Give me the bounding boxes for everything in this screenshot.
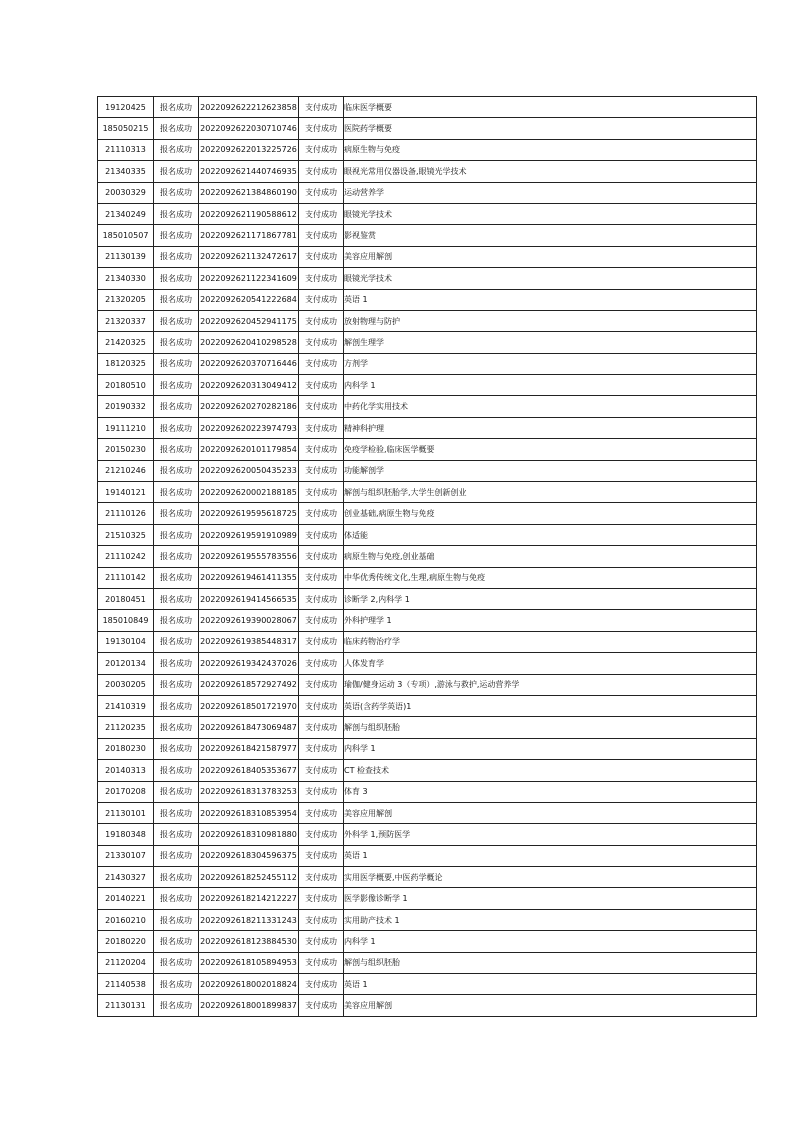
order-number-cell: 2022092621171867781 — [199, 225, 299, 246]
table-row — [98, 396, 757, 417]
table-row — [98, 567, 757, 588]
course-name-cell: 眼镜光学技术 — [344, 203, 757, 224]
registration-status-cell: 报名成功 — [154, 888, 199, 909]
registration-status-cell: 报名成功 — [154, 482, 199, 503]
registration-status-cell: 报名成功 — [154, 674, 199, 695]
student-id-cell: 19180348 — [98, 824, 154, 845]
course-name-cell: 精神科护理 — [344, 417, 757, 438]
table-row — [98, 952, 757, 973]
course-name-cell: 外科护理学 1 — [344, 610, 757, 631]
payment-status-cell: 支付成功 — [299, 182, 344, 203]
table-row — [98, 439, 757, 460]
course-name-cell: 中华优秀传统文化,生理,病原生物与免疫 — [344, 567, 757, 588]
order-number-cell: 2022092619342437026 — [199, 653, 299, 674]
order-number-cell: 2022092622013225726 — [199, 139, 299, 160]
order-number-cell: 2022092618421587977 — [199, 738, 299, 759]
student-id-cell: 20180451 — [98, 588, 154, 609]
student-id-cell: 21420325 — [98, 332, 154, 353]
course-name-cell: 中药化学实用技术 — [344, 396, 757, 417]
course-name-cell: 内科学 1 — [344, 375, 757, 396]
student-id-cell: 19120425 — [98, 97, 154, 118]
payment-status-cell: 支付成功 — [299, 460, 344, 481]
course-name-cell: 人体发育学 — [344, 653, 757, 674]
payment-status-cell: 支付成功 — [299, 781, 344, 802]
order-number-cell: 2022092621122341609 — [199, 268, 299, 289]
registration-status-cell: 报名成功 — [154, 995, 199, 1016]
table-row — [98, 760, 757, 781]
order-number-cell: 2022092619461411355 — [199, 567, 299, 588]
registration-status-cell: 报名成功 — [154, 974, 199, 995]
course-name-cell: 临床医学概要 — [344, 97, 757, 118]
student-id-cell: 21110126 — [98, 503, 154, 524]
order-number-cell: 2022092618214212227 — [199, 888, 299, 909]
registration-status-cell: 报名成功 — [154, 546, 199, 567]
table-row — [98, 674, 757, 695]
registration-status-cell: 报名成功 — [154, 310, 199, 331]
table-row — [98, 824, 757, 845]
order-number-cell: 2022092618002018824 — [199, 974, 299, 995]
registration-status-cell: 报名成功 — [154, 824, 199, 845]
table-row — [98, 139, 757, 160]
order-number-cell: 2022092620223974793 — [199, 417, 299, 438]
payment-status-cell: 支付成功 — [299, 161, 344, 182]
payment-status-cell: 支付成功 — [299, 802, 344, 823]
student-id-cell: 21510325 — [98, 524, 154, 545]
registration-status-cell: 报名成功 — [154, 161, 199, 182]
student-id-cell: 18120325 — [98, 353, 154, 374]
order-number-cell: 2022092619591910989 — [199, 524, 299, 545]
course-name-cell: 实用助产技术 1 — [344, 909, 757, 930]
order-number-cell: 2022092620452941175 — [199, 310, 299, 331]
payment-status-cell: 支付成功 — [299, 417, 344, 438]
payment-status-cell: 支付成功 — [299, 952, 344, 973]
student-id-cell: 185010849 — [98, 610, 154, 631]
table-row — [98, 246, 757, 267]
table-row — [98, 482, 757, 503]
payment-status-cell: 支付成功 — [299, 332, 344, 353]
order-number-cell: 2022092620410298528 — [199, 332, 299, 353]
registration-status-cell: 报名成功 — [154, 225, 199, 246]
registration-status-cell: 报名成功 — [154, 588, 199, 609]
payment-status-cell: 支付成功 — [299, 974, 344, 995]
student-id-cell: 19111210 — [98, 417, 154, 438]
table-row — [98, 588, 757, 609]
student-id-cell: 21320337 — [98, 310, 154, 331]
registration-status-cell: 报名成功 — [154, 845, 199, 866]
course-name-cell: 影视鉴赏 — [344, 225, 757, 246]
payment-status-cell: 支付成功 — [299, 439, 344, 460]
order-number-cell: 2022092618310981880 — [199, 824, 299, 845]
table-row — [98, 867, 757, 888]
payment-status-cell: 支付成功 — [299, 824, 344, 845]
student-id-cell: 21320205 — [98, 289, 154, 310]
course-name-cell: 体适能 — [344, 524, 757, 545]
registration-status-cell: 报名成功 — [154, 353, 199, 374]
order-number-cell: 2022092618310853954 — [199, 802, 299, 823]
registration-status-cell: 报名成功 — [154, 717, 199, 738]
payment-status-cell: 支付成功 — [299, 845, 344, 866]
course-name-cell: 英语 1 — [344, 845, 757, 866]
payment-status-cell: 支付成功 — [299, 631, 344, 652]
registration-status-cell: 报名成功 — [154, 417, 199, 438]
table-row — [98, 695, 757, 716]
registration-status-cell: 报名成功 — [154, 268, 199, 289]
table-row — [98, 375, 757, 396]
payment-status-cell: 支付成功 — [299, 353, 344, 374]
student-id-cell: 21130139 — [98, 246, 154, 267]
order-number-cell: 2022092620050435233 — [199, 460, 299, 481]
course-name-cell: 瑜伽/健身运动 3（专项）,游泳与救护,运动营养学 — [344, 674, 757, 695]
payment-status-cell: 支付成功 — [299, 118, 344, 139]
course-name-cell: 医学影像诊断学 1 — [344, 888, 757, 909]
student-id-cell: 21430327 — [98, 867, 154, 888]
course-name-cell: 美容应用解剖 — [344, 995, 757, 1016]
order-number-cell: 2022092620101179854 — [199, 439, 299, 460]
order-number-cell: 2022092621190588612 — [199, 203, 299, 224]
student-id-cell: 20170208 — [98, 781, 154, 802]
table-row — [98, 738, 757, 759]
payment-status-cell: 支付成功 — [299, 524, 344, 545]
student-id-cell: 19140121 — [98, 482, 154, 503]
registration-status-cell: 报名成功 — [154, 738, 199, 759]
course-name-cell: 美容应用解剖 — [344, 802, 757, 823]
order-number-cell: 2022092620002188185 — [199, 482, 299, 503]
payment-status-cell: 支付成功 — [299, 867, 344, 888]
table-row — [98, 781, 757, 802]
course-name-cell: 方剂学 — [344, 353, 757, 374]
student-id-cell: 21130101 — [98, 802, 154, 823]
registration-status-cell: 报名成功 — [154, 439, 199, 460]
registration-status-cell: 报名成功 — [154, 631, 199, 652]
table-row — [98, 974, 757, 995]
payment-status-cell: 支付成功 — [299, 567, 344, 588]
registration-status-cell: 报名成功 — [154, 781, 199, 802]
registration-table — [97, 96, 757, 1017]
course-name-cell: 解剖与组织胚胎 — [344, 952, 757, 973]
order-number-cell: 2022092621132472617 — [199, 246, 299, 267]
payment-status-cell: 支付成功 — [299, 225, 344, 246]
student-id-cell: 21110242 — [98, 546, 154, 567]
course-name-cell: 美容应用解剖 — [344, 246, 757, 267]
student-id-cell: 20140313 — [98, 760, 154, 781]
registration-status-cell: 报名成功 — [154, 610, 199, 631]
table-row — [98, 289, 757, 310]
course-name-cell: 解剖与组织胚胎学,大学生创新创业 — [344, 482, 757, 503]
registration-status-cell: 报名成功 — [154, 867, 199, 888]
student-id-cell: 20180510 — [98, 375, 154, 396]
table-row — [98, 203, 757, 224]
table-row — [98, 546, 757, 567]
student-id-cell: 21110142 — [98, 567, 154, 588]
registration-status-cell: 报名成功 — [154, 246, 199, 267]
student-id-cell: 21120235 — [98, 717, 154, 738]
payment-status-cell: 支付成功 — [299, 203, 344, 224]
registration-status-cell: 报名成功 — [154, 139, 199, 160]
table-row — [98, 802, 757, 823]
payment-status-cell: 支付成功 — [299, 610, 344, 631]
table-row — [98, 161, 757, 182]
course-name-cell: 医院药学概要 — [344, 118, 757, 139]
student-id-cell: 21130131 — [98, 995, 154, 1016]
student-id-cell: 20160210 — [98, 909, 154, 930]
order-number-cell: 2022092620270282186 — [199, 396, 299, 417]
table-body — [98, 97, 757, 1017]
payment-status-cell: 支付成功 — [299, 546, 344, 567]
student-id-cell: 19130104 — [98, 631, 154, 652]
payment-status-cell: 支付成功 — [299, 139, 344, 160]
registration-status-cell: 报名成功 — [154, 802, 199, 823]
table-row — [98, 888, 757, 909]
table-row — [98, 417, 757, 438]
registration-status-cell: 报名成功 — [154, 332, 199, 353]
order-number-cell: 2022092620370716446 — [199, 353, 299, 374]
course-name-cell: 诊断学 2,内科学 1 — [344, 588, 757, 609]
payment-status-cell: 支付成功 — [299, 396, 344, 417]
student-id-cell: 21110313 — [98, 139, 154, 160]
order-number-cell: 2022092618405353677 — [199, 760, 299, 781]
table-row — [98, 332, 757, 353]
payment-status-cell: 支付成功 — [299, 674, 344, 695]
registration-status-cell: 报名成功 — [154, 503, 199, 524]
table-row — [98, 931, 757, 952]
student-id-cell: 21210246 — [98, 460, 154, 481]
registration-status-cell: 报名成功 — [154, 567, 199, 588]
registration-status-cell: 报名成功 — [154, 118, 199, 139]
table-row — [98, 653, 757, 674]
student-id-cell: 21340249 — [98, 203, 154, 224]
course-name-cell: 英语 1 — [344, 289, 757, 310]
course-name-cell: 眼视光常用仪器设备,眼镜光学技术 — [344, 161, 757, 182]
payment-status-cell: 支付成功 — [299, 995, 344, 1016]
table-row — [98, 631, 757, 652]
student-id-cell: 20120134 — [98, 653, 154, 674]
order-number-cell: 2022092619385448317 — [199, 631, 299, 652]
registration-status-cell: 报名成功 — [154, 203, 199, 224]
course-name-cell: 功能解剖学 — [344, 460, 757, 481]
table-row — [98, 118, 757, 139]
payment-status-cell: 支付成功 — [299, 695, 344, 716]
student-id-cell: 20030205 — [98, 674, 154, 695]
course-name-cell: 内科学 1 — [344, 738, 757, 759]
course-name-cell: 实用医学概要,中医药学概论 — [344, 867, 757, 888]
course-name-cell: 临床药物治疗学 — [344, 631, 757, 652]
table-row — [98, 503, 757, 524]
student-id-cell: 21340330 — [98, 268, 154, 289]
order-number-cell: 2022092618572927492 — [199, 674, 299, 695]
order-number-cell: 2022092622030710746 — [199, 118, 299, 139]
payment-status-cell: 支付成功 — [299, 310, 344, 331]
order-number-cell: 2022092620313049412 — [199, 375, 299, 396]
order-number-cell: 2022092618105894953 — [199, 952, 299, 973]
course-name-cell: 内科学 1 — [344, 931, 757, 952]
registration-status-cell: 报名成功 — [154, 375, 199, 396]
student-id-cell: 21140538 — [98, 974, 154, 995]
student-id-cell: 20180220 — [98, 931, 154, 952]
payment-status-cell: 支付成功 — [299, 375, 344, 396]
payment-status-cell: 支付成功 — [299, 588, 344, 609]
student-id-cell: 185010507 — [98, 225, 154, 246]
order-number-cell: 2022092618211331243 — [199, 909, 299, 930]
order-number-cell: 2022092620541222684 — [199, 289, 299, 310]
student-id-cell: 21120204 — [98, 952, 154, 973]
registration-status-cell: 报名成功 — [154, 289, 199, 310]
payment-status-cell: 支付成功 — [299, 246, 344, 267]
student-id-cell: 20030329 — [98, 182, 154, 203]
course-name-cell: 病原生物与免疫,创业基础 — [344, 546, 757, 567]
order-number-cell: 2022092618001899837 — [199, 995, 299, 1016]
student-id-cell: 21330107 — [98, 845, 154, 866]
course-name-cell: 解剖生理学 — [344, 332, 757, 353]
table-row — [98, 460, 757, 481]
student-id-cell: 21410319 — [98, 695, 154, 716]
order-number-cell: 2022092618123884530 — [199, 931, 299, 952]
payment-status-cell: 支付成功 — [299, 289, 344, 310]
registration-status-cell: 报名成功 — [154, 396, 199, 417]
course-name-cell: 外科学 1,预防医学 — [344, 824, 757, 845]
payment-status-cell: 支付成功 — [299, 909, 344, 930]
registration-status-cell: 报名成功 — [154, 460, 199, 481]
order-number-cell: 2022092621440746935 — [199, 161, 299, 182]
student-id-cell: 20190332 — [98, 396, 154, 417]
registration-status-cell: 报名成功 — [154, 952, 199, 973]
registration-status-cell: 报名成功 — [154, 760, 199, 781]
table-row — [98, 845, 757, 866]
table-row — [98, 995, 757, 1016]
payment-status-cell: 支付成功 — [299, 738, 344, 759]
course-name-cell: 病原生物与免疫 — [344, 139, 757, 160]
table-row — [98, 353, 757, 374]
course-name-cell: CT 检查技术 — [344, 760, 757, 781]
order-number-cell: 2022092621384860190 — [199, 182, 299, 203]
payment-status-cell: 支付成功 — [299, 717, 344, 738]
table-row — [98, 268, 757, 289]
order-number-cell: 2022092619555783556 — [199, 546, 299, 567]
order-number-cell: 2022092622212623858 — [199, 97, 299, 118]
table-row — [98, 182, 757, 203]
registration-status-cell: 报名成功 — [154, 182, 199, 203]
order-number-cell: 2022092618473069487 — [199, 717, 299, 738]
payment-status-cell: 支付成功 — [299, 482, 344, 503]
course-name-cell: 体育 3 — [344, 781, 757, 802]
registration-status-cell: 报名成功 — [154, 524, 199, 545]
payment-status-cell: 支付成功 — [299, 268, 344, 289]
table-row — [98, 909, 757, 930]
order-number-cell: 2022092619390028067 — [199, 610, 299, 631]
course-name-cell: 免疫学检验,临床医学概要 — [344, 439, 757, 460]
payment-status-cell: 支付成功 — [299, 888, 344, 909]
table-row — [98, 524, 757, 545]
registration-status-cell: 报名成功 — [154, 909, 199, 930]
order-number-cell: 2022092618501721970 — [199, 695, 299, 716]
order-number-cell: 2022092618252455112 — [199, 867, 299, 888]
table-row — [98, 717, 757, 738]
course-name-cell: 眼镜光学技术 — [344, 268, 757, 289]
course-name-cell: 放射物理与防护 — [344, 310, 757, 331]
table-row — [98, 97, 757, 118]
table-row — [98, 310, 757, 331]
payment-status-cell: 支付成功 — [299, 760, 344, 781]
order-number-cell: 2022092619414566535 — [199, 588, 299, 609]
table-row — [98, 610, 757, 631]
order-number-cell: 2022092618304596375 — [199, 845, 299, 866]
table-row — [98, 225, 757, 246]
course-name-cell: 运动营养学 — [344, 182, 757, 203]
course-name-cell: 英语 1 — [344, 974, 757, 995]
payment-status-cell: 支付成功 — [299, 653, 344, 674]
registration-status-cell: 报名成功 — [154, 97, 199, 118]
order-number-cell: 2022092618313783253 — [199, 781, 299, 802]
registration-status-cell: 报名成功 — [154, 931, 199, 952]
course-name-cell: 创业基础,病原生物与免疫 — [344, 503, 757, 524]
student-id-cell: 20150230 — [98, 439, 154, 460]
course-name-cell: 解剖与组织胚胎 — [344, 717, 757, 738]
registration-status-cell: 报名成功 — [154, 653, 199, 674]
student-id-cell: 185050215 — [98, 118, 154, 139]
student-id-cell: 20180230 — [98, 738, 154, 759]
order-number-cell: 2022092619595618725 — [199, 503, 299, 524]
student-id-cell: 21340335 — [98, 161, 154, 182]
registration-status-cell: 报名成功 — [154, 695, 199, 716]
payment-status-cell: 支付成功 — [299, 503, 344, 524]
payment-status-cell: 支付成功 — [299, 97, 344, 118]
student-id-cell: 20140221 — [98, 888, 154, 909]
course-name-cell: 英语(含药学英语)1 — [344, 695, 757, 716]
payment-status-cell: 支付成功 — [299, 931, 344, 952]
